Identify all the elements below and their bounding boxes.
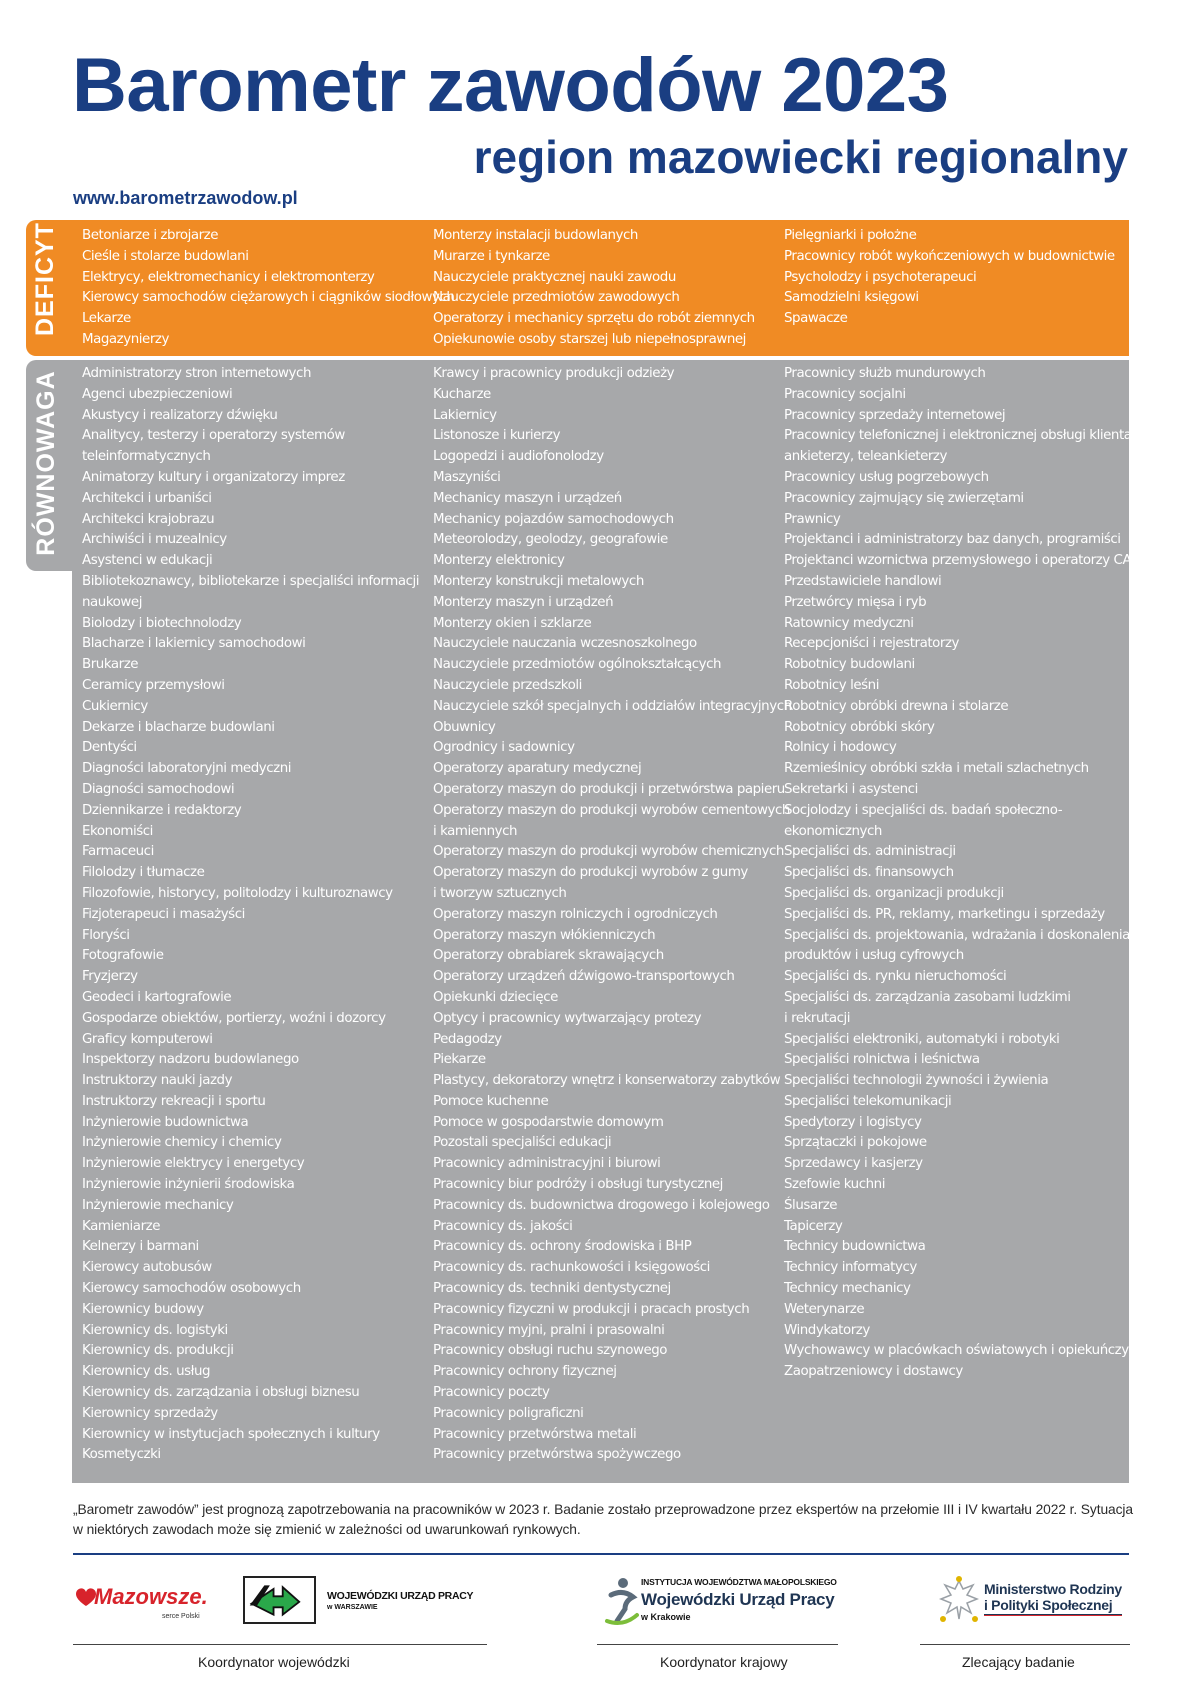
occupation-item: Wychowawcy w placówkach oświatowych i opiekuńczych xyxy=(784,1343,1144,1359)
occupation-item: Filozofowie, historycy, politolodzy i kulturoznawcy xyxy=(82,885,393,901)
occupation-item: Dziennikarze i redaktorzy xyxy=(82,802,242,818)
occupation-item: teleinformatycznych xyxy=(82,449,211,465)
occupation-item: Recepcjoniści i rejestratorzy xyxy=(784,636,960,652)
occupation-item: Zaopatrzeniowcy i dostawcy xyxy=(784,1364,963,1380)
occupation-item: Pracownicy ds. rachunkowości i księgowości xyxy=(433,1260,710,1276)
occupation-item: Operatorzy maszyn do produkcji wyrobów z gumy xyxy=(433,865,748,881)
occupation-item: Operatorzy aparatury medycznej xyxy=(433,761,642,777)
occupation-item: Nauczyciele przedmiotów ogólnokształcących xyxy=(433,657,722,673)
occupation-item: ankieterzy, teleankieterzy xyxy=(784,449,947,465)
caption-divider xyxy=(920,1644,1130,1645)
occupation-item: Tapicerzy xyxy=(784,1218,843,1234)
caption-divider xyxy=(73,1644,487,1645)
occupation-item: Specjaliści elektroniki, automatyki i robotyki xyxy=(784,1031,1060,1047)
occupation-item: Monterzy okien i szklarze xyxy=(433,615,592,631)
occupation-item: Brukarze xyxy=(82,657,139,673)
occupation-item: Rolnicy i hodowcy xyxy=(784,740,897,756)
occupation-item: Meteorolodzy, geolodzy, geografowie xyxy=(433,532,668,548)
occupation-item: Bibliotekoznawcy, bibliotekarze i specjaliści informacji xyxy=(82,573,420,589)
occupation-item: Listonosze i kurierzy xyxy=(433,428,561,444)
occupation-item: Operatorzy urządzeń dźwigowo-transportowych xyxy=(433,969,735,985)
occupation-item: Specjaliści ds. organizacji produkcji xyxy=(784,885,1004,901)
occupation-item: Operatorzy i mechanicy sprzętu do robót ziemnych xyxy=(433,311,755,327)
ministry-name-line2: i Polityki Społecznej xyxy=(984,1597,1113,1613)
deficyt-column-1 xyxy=(82,226,455,351)
occupation-item: Kierownicy ds. logistyki xyxy=(82,1322,228,1338)
wup-warszawa-logo xyxy=(243,1576,316,1624)
wup-warszawa-city: w WARSZAWIE xyxy=(327,1604,378,1611)
occupation-item: Kucharze xyxy=(433,386,491,402)
occupation-item: Animatorzy kultury i organizatorzy imprez xyxy=(82,469,345,485)
occupation-item: Pozostali specjaliści edukacji xyxy=(433,1135,612,1151)
occupation-item: Inżynierowie chemicy i chemicy xyxy=(82,1135,282,1151)
mazowsze-tagline: serce Polski xyxy=(162,1613,200,1620)
occupation-item: Pracownicy robót wykończeniowych w budownictwie xyxy=(784,248,1115,264)
page-subtitle: region mazowiecki regionalny xyxy=(473,131,1128,183)
deficyt-column-3 xyxy=(784,226,1129,330)
occupation-item: Diagności laboratoryjni medyczni xyxy=(82,761,292,777)
caption-commissioner: Zlecający badanie xyxy=(962,1654,1075,1670)
occupation-item: Mechanicy pojazdów samochodowych xyxy=(433,511,674,527)
occupation-item: Pracownicy fizyczni w produkcji i pracach prostych xyxy=(433,1301,750,1317)
website-link[interactable]: www.barometrzawodow.pl xyxy=(73,188,298,208)
occupation-item: Specjaliści ds. finansowych xyxy=(784,865,954,881)
occupation-item: Kosmetyczki xyxy=(82,1447,161,1463)
occupation-item: Akustycy i realizatorzy dźwięku xyxy=(82,407,278,423)
occupation-item: Dekarze i blacharze budowlani xyxy=(82,719,275,735)
occupation-item: Architekci i urbaniści xyxy=(82,490,212,506)
occupation-item: Monterzy elektronicy xyxy=(433,553,565,569)
occupation-item: Inżynierowie budownictwa xyxy=(82,1114,249,1130)
occupation-item: Obuwnicy xyxy=(433,719,496,735)
caption-divider xyxy=(597,1644,838,1645)
occupation-item: Operatorzy obrabiarek skrawających xyxy=(433,948,664,964)
occupation-item: Robotnicy obróbki skóry xyxy=(784,719,935,735)
caption-national-coordinator: Koordynator krajowy xyxy=(660,1654,788,1670)
occupation-item: produktów i usług cyfrowych xyxy=(784,948,964,964)
occupation-item: Specjaliści rolnictwa i leśnictwa xyxy=(784,1052,980,1068)
occupation-item: Kamieniarze xyxy=(82,1218,160,1234)
occupation-item: Farmaceuci xyxy=(82,844,154,860)
occupation-item: Monterzy maszyn i urządzeń xyxy=(433,594,614,610)
occupation-item: Pracownicy przetwórstwa metali xyxy=(433,1426,637,1442)
occupation-item: Prawnicy xyxy=(784,511,841,527)
occupation-item: i tworzyw sztucznych xyxy=(433,885,567,901)
rownowaga-column-2 xyxy=(433,364,792,1466)
occupation-item: Operatorzy maszyn włókienniczych xyxy=(433,927,656,943)
footnote: „Barometr zawodów” jest prognozą zapotrzebowania na pracowników w 2023 r. Badanie zostało przeprowadzone przez ekspertów na przełomie III i IV kwartału 2022 r. Sytuacja w niektórych zawodach może się zmienić w zależności od uwarunkowań rynkowych. xyxy=(73,1502,1133,1537)
occupation-item: Pracownicy ds. jakości xyxy=(433,1218,573,1234)
occupation-item: Windykatorzy xyxy=(784,1322,870,1338)
ministry-flag-bar xyxy=(984,1614,1122,1617)
occupation-item: Ogrodnicy i sadownicy xyxy=(433,740,575,756)
wup-krakow-logo xyxy=(603,1575,639,1627)
occupation-item: Robotnicy leśni xyxy=(784,677,879,693)
occupation-item: Spawacze xyxy=(784,311,848,327)
occupation-item: Asystenci w edukacji xyxy=(82,553,213,569)
occupation-item: Specjaliści telekomunikacji xyxy=(784,1093,952,1109)
occupation-item: Maszyniści xyxy=(433,469,501,485)
occupation-item: Kierownicy sprzedaży xyxy=(82,1405,218,1421)
occupation-item: Architekci krajobrazu xyxy=(82,511,215,527)
ministry-eagle-icon xyxy=(937,1575,981,1625)
occupation-item: Cukiernicy xyxy=(82,698,148,714)
occupation-item: Sprzątaczki i pokojowe xyxy=(784,1135,927,1151)
wup-krakow-name: Wojewódzki Urząd Pracy xyxy=(641,1590,835,1609)
occupation-item: Rzemieślnicy obróbki szkła i metali szlachetnych xyxy=(784,761,1089,777)
occupation-item: Pracownicy obsługi ruchu szynowego xyxy=(433,1343,668,1359)
occupation-item: Kierowcy samochodów osobowych xyxy=(82,1281,301,1297)
occupation-item: Geodeci i kartografowie xyxy=(82,989,232,1005)
occupation-item: Ślusarze xyxy=(784,1197,838,1213)
occupation-item: Blacharze i lakiernicy samochodowi xyxy=(82,636,306,652)
occupation-item: Instruktorzy nauki jazdy xyxy=(82,1073,233,1089)
occupation-item: Spedytorzy i logistycy xyxy=(784,1114,922,1130)
occupation-item: Dentyści xyxy=(82,740,137,756)
occupation-item: Nauczyciele praktycznej nauki zawodu xyxy=(433,269,676,285)
occupation-item: Szefowie kuchni xyxy=(784,1177,885,1193)
occupation-item: Fizjoterapeuci i masażyści xyxy=(82,906,245,922)
occupation-item: Inżynierowie inżynierii środowiska xyxy=(82,1177,295,1193)
occupation-item: Nauczyciele nauczania wczesnoszkolnego xyxy=(433,636,697,652)
occupation-item: i kamiennych xyxy=(433,823,518,839)
page-title: Barometr zawodów 2023 xyxy=(72,43,949,128)
occupation-item: Diagności samochodowi xyxy=(82,781,235,797)
occupation-item: Pielęgniarki i położne xyxy=(784,228,917,243)
occupation-item: Pracownicy służb mundurowych xyxy=(784,366,986,381)
occupation-item: Monterzy konstrukcji metalowych xyxy=(433,573,644,589)
occupation-item: Biolodzy i biotechnolodzy xyxy=(82,615,242,631)
occupation-item: Pedagodzy xyxy=(433,1031,502,1047)
occupation-item: Przetwórcy mięsa i ryb xyxy=(784,594,927,610)
occupation-item: Pracownicy poligraficzni xyxy=(433,1405,584,1421)
occupation-item: Technicy mechanicy xyxy=(784,1281,911,1297)
rownowaga-label: RÓWNOWAGA xyxy=(32,370,60,556)
occupation-item: Lekarze xyxy=(82,311,131,327)
occupation-item: i rekrutacji xyxy=(784,1010,851,1026)
occupation-item: Kierownicy ds. zarządzania i obsługi biznesu xyxy=(82,1385,360,1401)
occupation-item: Projektanci i administratorzy baz danych, programiści xyxy=(784,532,1121,548)
occupation-item: Weterynarze xyxy=(784,1301,865,1317)
occupation-item: Elektrycy, elektromechanicy i elektromonterzy xyxy=(82,269,375,285)
occupation-item: Kierownicy ds. produkcji xyxy=(82,1343,234,1359)
occupation-item: Piekarze xyxy=(433,1052,486,1068)
wup-krakow-city: w Krakowie xyxy=(641,1612,691,1622)
occupation-item: naukowej xyxy=(82,594,142,610)
occupation-item: Gospodarze obiektów, portierzy, woźni i dozorcy xyxy=(82,1010,386,1026)
occupation-item: Pracownicy przetwórstwa spożywczego xyxy=(433,1447,681,1463)
mazowsze-wordmark: Mazowsze. xyxy=(94,1584,208,1609)
caption-regional-coordinator: Koordynator wojewódzki xyxy=(198,1654,350,1670)
occupation-item: Operatorzy maszyn do produkcji i przetwórstwa papieru xyxy=(433,781,785,797)
occupation-item: Kierownicy ds. usług xyxy=(82,1364,211,1380)
occupation-item: ekonomicznych xyxy=(784,823,882,839)
occupation-item: Pracownicy usług pogrzebowych xyxy=(784,469,989,485)
occupation-item: Projektanci wzornictwa przemysłowego i operatorzy CAD xyxy=(784,553,1142,569)
occupation-item: Operatorzy maszyn rolniczych i ogrodniczych xyxy=(433,906,718,922)
occupation-item: Monterzy instalacji budowlanych xyxy=(433,228,638,243)
occupation-item: Archiwiści i muzealnicy xyxy=(82,532,227,548)
occupation-item: Specjaliści ds. zarządzania zasobami ludzkimi xyxy=(784,989,1071,1005)
occupation-item: Nauczyciele przedmiotów zawodowych xyxy=(433,290,680,306)
occupation-item: Kierowcy autobusów xyxy=(82,1260,212,1276)
occupation-item: Lakiernicy xyxy=(433,407,497,423)
occupation-item: Pracownicy poczty xyxy=(433,1385,550,1401)
occupation-item: Sprzedawcy i kasjerzy xyxy=(784,1156,923,1172)
occupation-item: Krawcy i pracownicy produkcji odzieży xyxy=(433,366,675,381)
occupation-item: Ekonomiści xyxy=(82,823,153,839)
occupation-item: Specjaliści ds. rynku nieruchomości xyxy=(784,969,1007,985)
occupation-item: Inspektorzy nadzoru budowlanego xyxy=(82,1052,299,1068)
rownowaga-column-3 xyxy=(784,364,1144,1383)
occupation-item: Operatorzy maszyn do produkcji wyrobów cementowych xyxy=(433,802,790,818)
occupation-item: Socjolodzy i specjaliści ds. badań społeczno- xyxy=(784,802,1063,818)
occupation-item: Graficy komputerowi xyxy=(82,1031,213,1047)
occupation-item: Murarze i tynkarze xyxy=(433,248,550,264)
occupation-item: Pracownicy ds. ochrony środowiska i BHP xyxy=(433,1239,692,1255)
occupation-item: Pracownicy ds. techniki dentystycznej xyxy=(433,1281,671,1297)
occupation-item: Samodzielni księgowi xyxy=(784,290,919,306)
occupation-item: Opiekunki dziecięce xyxy=(433,989,558,1005)
occupation-item: Cieśle i stolarze budowlani xyxy=(82,248,249,264)
occupation-item: Kierowcy samochodów ciężarowych i ciągników siodłowych xyxy=(82,290,455,306)
occupation-item: Nauczyciele szkół specjalnych i oddziałów integracyjnych xyxy=(433,698,792,714)
occupation-item: Specjaliści ds. administracji xyxy=(784,844,956,860)
occupation-item: Instruktorzy rekreacji i sportu xyxy=(82,1093,266,1109)
occupation-item: Pracownicy telefonicznej i elektronicznej obsługi klienta, xyxy=(784,428,1136,444)
occupation-item: Pracownicy ochrony fizycznej xyxy=(433,1364,617,1380)
occupation-item: Ratownicy medyczni xyxy=(784,615,914,631)
occupation-item: Logopedzi i audiofonolodzy xyxy=(433,449,604,465)
wup-warszawa-name: WOJEWÓDZKI URZĄD PRACY xyxy=(327,1590,474,1602)
occupation-item: Filolodzy i tłumacze xyxy=(82,865,205,881)
occupation-item: Pracownicy zajmujący się zwierzętami xyxy=(784,490,1024,506)
occupation-item: Specjaliści ds. PR, reklamy, marketingu i sprzedaży xyxy=(784,906,1105,922)
occupation-item: Pracownicy biur podróży i obsługi turystycznej xyxy=(433,1177,723,1193)
occupation-item: Pracownicy socjalni xyxy=(784,386,906,402)
ministry-name-line1: Ministerstwo Rodziny xyxy=(984,1581,1122,1597)
occupation-item: Pracownicy sprzedaży internetowej xyxy=(784,407,1006,423)
occupation-item: Specjaliści ds. projektowania, wdrażania i doskonalenia xyxy=(784,927,1130,943)
occupation-item: Pomoce kuchenne xyxy=(433,1093,549,1109)
occupation-item: Robotnicy obróbki drewna i stolarze xyxy=(784,698,1009,714)
occupation-item: Betoniarze i zbrojarze xyxy=(82,228,219,243)
occupation-item: Mechanicy maszyn i urządzeń xyxy=(433,490,622,506)
occupation-item: Kierownicy w instytucjach społecznych i kultury xyxy=(82,1426,380,1442)
occupation-item: Optycy i pracownicy wytwarzający protezy xyxy=(433,1010,702,1026)
occupation-item: Ceramicy przemysłowi xyxy=(82,677,225,693)
occupation-item: Opiekunowie osoby starszej lub niepełnosprawnej xyxy=(433,331,746,347)
wup-krakow-institution: INSTYTUCJA WOJEWÓDZTWA MAŁOPOLSKIEGO xyxy=(641,1577,837,1587)
deficyt-column-2 xyxy=(433,226,778,351)
occupation-item: Agenci ubezpieczeniowi xyxy=(82,386,233,402)
rownowaga-column-1 xyxy=(82,364,422,1466)
occupation-item: Pracownicy ds. budownictwa drogowego i kolejowego xyxy=(433,1197,770,1213)
occupation-item: Robotnicy budowlani xyxy=(784,657,915,673)
occupation-item: Psycholodzy i psychoterapeuci xyxy=(784,269,977,285)
occupation-item: Fryzjerzy xyxy=(82,969,138,985)
occupation-item: Kelnerzy i barmani xyxy=(82,1239,199,1255)
occupation-item: Sekretarki i asystenci xyxy=(784,781,918,797)
footer-divider xyxy=(73,1553,1129,1555)
occupation-item: Nauczyciele przedszkoli xyxy=(433,677,582,693)
occupation-item: Floryści xyxy=(82,927,130,943)
occupation-item: Plastycy, dekoratorzy wnętrz i konserwatorzy zabytków xyxy=(433,1073,781,1089)
occupation-item: Analitycy, testerzy i operatorzy systemów xyxy=(82,428,345,444)
ministry-name xyxy=(984,1581,1122,1613)
occupation-item: Przedstawiciele handlowi xyxy=(784,573,942,589)
occupation-item: Operatorzy maszyn do produkcji wyrobów chemicznych xyxy=(433,844,784,860)
mazowsze-logo xyxy=(72,1580,222,1626)
occupation-item: Technicy budownictwa xyxy=(784,1239,926,1255)
occupation-item: Kierownicy budowy xyxy=(82,1301,204,1317)
occupation-item: Inżynierowie mechanicy xyxy=(82,1197,234,1213)
occupation-item: Fotografowie xyxy=(82,948,164,964)
occupation-item: Inżynierowie elektrycy i energetycy xyxy=(82,1156,305,1172)
occupation-item: Administratorzy stron internetowych xyxy=(82,366,311,381)
occupation-item: Pracownicy administracyjni i biurowi xyxy=(433,1156,661,1172)
deficyt-label: DEFICYT xyxy=(31,222,59,336)
occupation-item: Specjaliści technologii żywności i żywienia xyxy=(784,1073,1049,1089)
occupation-item: Technicy informatycy xyxy=(784,1260,917,1276)
occupation-item: Pracownicy myjni, pralni i prasowalni xyxy=(433,1322,665,1338)
occupation-item: Pomoce w gospodarstwie domowym xyxy=(433,1114,664,1130)
occupation-item: Magazynierzy xyxy=(82,331,169,347)
